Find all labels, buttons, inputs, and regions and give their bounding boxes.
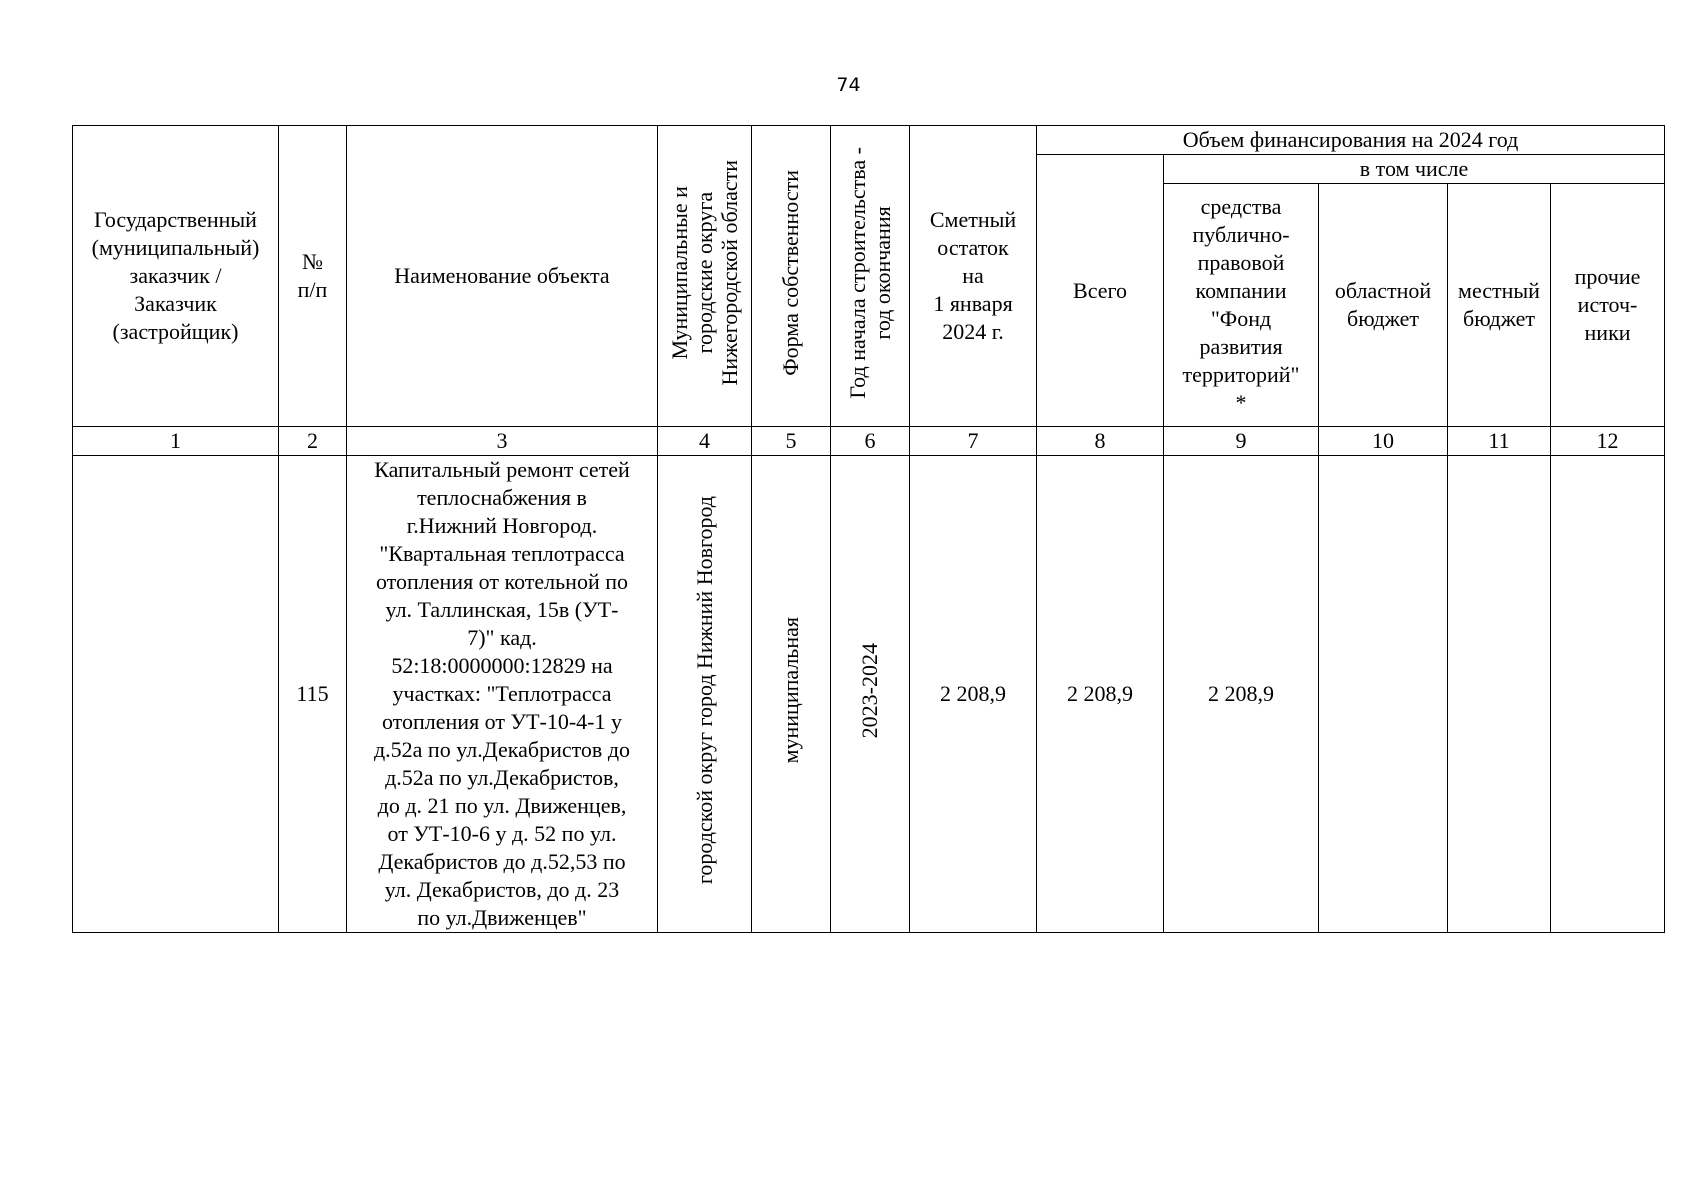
cell-local xyxy=(1448,456,1551,933)
cell-other xyxy=(1551,456,1665,933)
column-number: 3 xyxy=(347,427,658,456)
header-ownership xyxy=(752,126,831,427)
column-number-row xyxy=(73,427,1665,456)
column-number: 12 xyxy=(1551,427,1665,456)
header-funding-group xyxy=(1037,126,1665,155)
cell-ownership-text: муниципальная xyxy=(778,617,803,764)
header-number-text: № п/п xyxy=(297,249,328,302)
header-estimate-balance-text: Сметный остаток на 1 января 2024 г. xyxy=(929,207,1017,344)
column-number: 1 xyxy=(73,427,279,456)
header-estimate-balance xyxy=(910,126,1037,427)
header-including xyxy=(1164,155,1665,184)
header-customer-text: Государственный (муниципальный) заказчик / Заказчик (застройщик) xyxy=(91,207,260,344)
cell-ownership xyxy=(752,456,831,933)
header-local-text: местный бюджет xyxy=(1458,278,1540,331)
header-other-text: прочие источ- ники xyxy=(1574,264,1641,345)
header-including-text: в том числе xyxy=(1359,156,1469,181)
cell-total: 2 208,9 xyxy=(1037,456,1164,933)
cell-number: 115 xyxy=(279,456,347,933)
header-funding-group-text: Объем финансирования на 2024 год xyxy=(1182,127,1519,152)
cell-years xyxy=(831,456,910,933)
cell-municipality-text: городской округ город Нижний Новгород xyxy=(691,496,717,885)
column-number: 8 xyxy=(1037,427,1164,456)
column-number: 11 xyxy=(1448,427,1551,456)
column-number: 7 xyxy=(910,427,1037,456)
header-fund xyxy=(1164,184,1319,427)
column-number: 4 xyxy=(658,427,752,456)
header-years xyxy=(831,126,910,427)
header-ownership-text: Форма собственности xyxy=(778,169,803,376)
header-object-name-text: Наименование объекта xyxy=(394,263,610,288)
page-number: 74 xyxy=(836,74,861,96)
cell-years-text: 2023-2024 xyxy=(857,642,882,739)
header-row-1 xyxy=(73,126,1665,155)
header-years-text: Год начала строительства - год окончания xyxy=(845,146,895,399)
column-number: 10 xyxy=(1319,427,1448,456)
cell-fund: 2 208,9 xyxy=(1164,456,1319,933)
table-row xyxy=(73,456,1665,933)
cell-customer xyxy=(73,456,279,933)
cell-object-name-text: Капитальный ремонт сетей теплоснабжения в г.Нижний Новгород. "Квартальная теплотрасса отопления от котельной по ул. Таллинская, 15в (УТ- 7)" кад. 52:18:0000000:12829 на участках: "Теплотрасса отопления от УТ-10-4-1 у д.52а по ул.Декабристов до д.52а по ул.Декабристов, до д. 21 по ул. Движенцев, от УТ-10-6 у д. 52 по ул. Декабристов до д.52,53 по ул. Декабристов, до д. 23 по ул.Движенцев" xyxy=(373,457,631,930)
header-number xyxy=(279,126,347,427)
header-total-text: Всего xyxy=(1073,277,1127,303)
column-number: 6 xyxy=(831,427,910,456)
column-number: 9 xyxy=(1164,427,1319,456)
cell-estimate-balance: 2 208,9 xyxy=(910,456,1037,933)
header-municipality xyxy=(658,126,752,427)
header-total xyxy=(1037,155,1164,427)
header-other xyxy=(1551,184,1665,427)
cell-municipality xyxy=(658,456,752,933)
financing-table xyxy=(72,125,1665,933)
header-municipality-text: Муниципальные и городские округа Нижегородской области xyxy=(667,159,742,386)
column-number: 5 xyxy=(752,427,831,456)
header-object-name xyxy=(347,126,658,427)
cell-regional xyxy=(1319,456,1448,933)
column-number: 2 xyxy=(279,427,347,456)
header-customer xyxy=(73,126,279,427)
header-fund-text: средства публично- правовой компании "Фонд развития территорий" * xyxy=(1182,194,1300,415)
header-local xyxy=(1448,184,1551,427)
cell-object-name xyxy=(347,456,658,933)
header-regional-text: областной бюджет xyxy=(1334,278,1432,331)
header-regional xyxy=(1319,184,1448,427)
